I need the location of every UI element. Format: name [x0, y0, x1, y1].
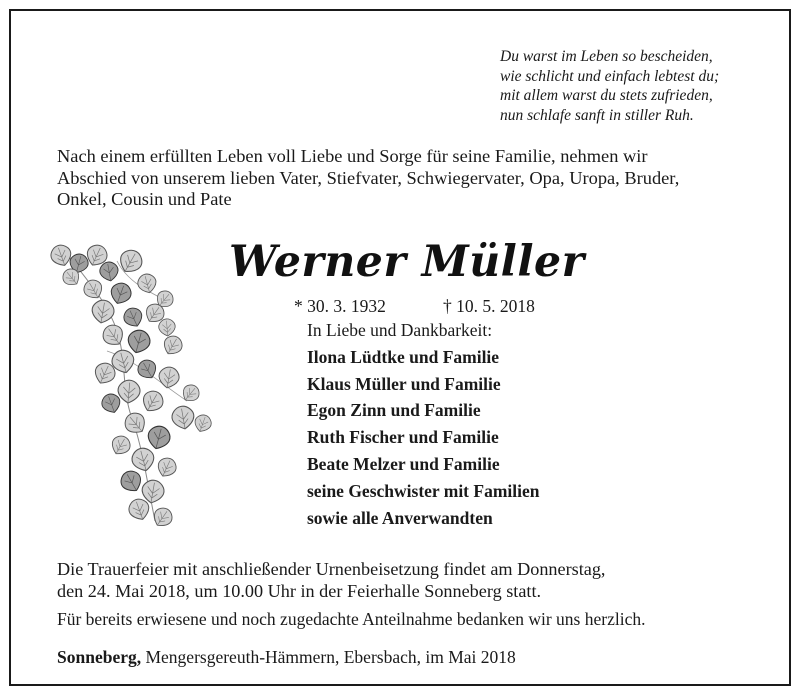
mourner-entry: Beate Melzer und Familie [307, 453, 500, 474]
mourner-entry: seine Geschwister mit Familien [307, 480, 540, 501]
place-rest: Mengersgereuth-Hämmern, Ebersbach, im Mai 2018 [141, 647, 516, 667]
intro-line: Abschied von unserem lieben Vater, Stiefvater, Schwiegervater, Opa, Uropa, Bruder, [57, 167, 680, 188]
poem-line: wie schlicht und einfach lebtest du; [500, 67, 720, 85]
ceremony-line: Die Trauerfeier mit anschließender Urnenbeisetzung findet am Donnerstag, [57, 559, 606, 579]
intro-line: Nach einem erfüllten Leben voll Liebe und Sorge für seine Familie, nehmen wir [57, 146, 648, 166]
thanks-text: Für bereits erwiesene und noch zugedachte Anteilnahme bedanken wir uns herzlich. [57, 609, 646, 629]
place-city: Sonneberg, [57, 647, 142, 667]
intro-line: Onkel, Cousin und Pate [57, 189, 232, 209]
birth-date: * 30. 3. 1932 [294, 296, 386, 316]
ceremony-line: den 24. Mai 2018, um 10.00 Uhr in der Feierhalle Sonneberg statt. [57, 580, 542, 601]
mourners-heading: In Liebe und Dankbarkeit: [307, 320, 493, 340]
mourner-entry: Ruth Fischer und Familie [307, 427, 499, 448]
death-date: † 10. 5. 2018 [443, 296, 535, 316]
poem-line: Du warst im Leben so bescheiden, [500, 48, 713, 65]
mourner-entry: sowie alle Anverwandten [307, 507, 493, 528]
ivy-leaves-illustration [47, 241, 217, 531]
funeral-announcement [57, 559, 787, 602]
deceased-name: Werner Müller [229, 237, 585, 287]
intro-text [57, 146, 777, 211]
poem-line: mit allem warst du stets zufrieden, [500, 87, 713, 104]
obituary-frame [9, 9, 791, 686]
poem-line: nun schlafe sanft in stiller Ruh. [500, 106, 694, 124]
mourner-entry: Egon Zinn und Familie [307, 400, 481, 421]
mourner-entry: Ilona Lüdtke und Familie [307, 346, 500, 367]
place-and-date [57, 647, 787, 668]
mourners-list [307, 317, 627, 531]
mourner-entry: Klaus Müller und Familie [307, 373, 501, 394]
poem [500, 47, 790, 125]
